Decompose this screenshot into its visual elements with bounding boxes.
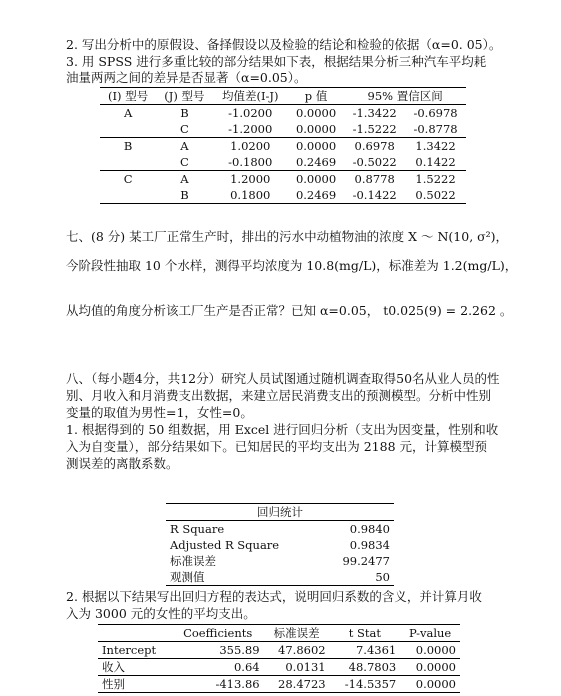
table-row xyxy=(98,642,460,659)
spss-multiple-comparison-table xyxy=(100,87,466,204)
header-standard-error: 标准误差 xyxy=(264,625,330,642)
row-label: Intercept xyxy=(98,642,172,659)
cell-i: A xyxy=(123,106,133,120)
cell-j: C xyxy=(156,121,212,138)
stat-value: 0.9840 xyxy=(349,522,390,536)
cell-p-value: 0.0000 xyxy=(400,659,460,676)
cell-j: B xyxy=(180,106,189,120)
stat-label: 标准误差 xyxy=(170,554,216,568)
table-row xyxy=(100,105,466,122)
cell-lower: -1.5222 xyxy=(344,121,405,138)
question-8-line-2: 别、月收入和月消费支出数据，来建立居民消费支出的预测模型。分析中性别 xyxy=(66,388,492,403)
header-t-stat: t Stat xyxy=(330,625,401,642)
cell-p: 0.2469 xyxy=(288,187,344,204)
cell-mean-diff: 1.0200 xyxy=(230,139,271,153)
question-8-1-line-2: 入为自变量），部分结果如下。已知居民的平均支出为 2188 元，计算模型预 xyxy=(66,439,488,454)
cell-j: B xyxy=(156,187,212,204)
cell-upper: 1.3422 xyxy=(415,139,456,153)
cell-lower: -1.3422 xyxy=(352,106,397,120)
cell-upper: 0.1422 xyxy=(405,154,466,171)
cell-p: 0.0000 xyxy=(288,121,344,138)
cell-coefficient: 0.64 xyxy=(172,659,264,676)
stat-value: 0.9834 xyxy=(349,538,390,552)
cell-lower: 0.8778 xyxy=(354,172,395,186)
cell-i: C xyxy=(123,172,133,186)
cell-mean-diff: -1.2000 xyxy=(213,121,288,138)
stat-value: 99.2477 xyxy=(342,554,390,568)
stat-label: R Square xyxy=(170,522,225,536)
cell-p: 0.0000 xyxy=(295,139,337,153)
cell-standard-error: 47.8602 xyxy=(264,642,330,659)
cell-lower: -0.1422 xyxy=(344,187,405,204)
cell-j: C xyxy=(156,154,212,171)
question-7-line-1: 七、(8 分) 某工厂正常生产时，排出的污水中动植物油的浓度 X ～ N(10, σ²)， xyxy=(66,229,509,244)
question-8-1-line-1: 1. 根据得到的 50 组数据，用 Excel 进行回归分析（支出为因变量，性别和收 xyxy=(66,422,499,437)
header-p-value: p 值 xyxy=(288,88,344,105)
question-8-1-line-3: 测误差的离散系数。 xyxy=(66,456,179,471)
cell-upper: -0.6978 xyxy=(413,106,458,120)
cell-mean-diff: 1.2000 xyxy=(230,172,271,186)
table-row xyxy=(98,659,460,676)
cell-i: B xyxy=(123,139,133,153)
cell-p: 0.2469 xyxy=(288,154,344,171)
stat-label: 观测值 xyxy=(166,569,321,586)
row-label: 性别 xyxy=(98,676,172,693)
header-confidence-interval: 95% 置信区间 xyxy=(344,88,466,105)
table-row xyxy=(100,154,466,171)
row-label: 收入 xyxy=(98,659,172,676)
question-8-2-line-2: 入为 3000 元的女性的平均支出。 xyxy=(66,606,256,621)
table-row xyxy=(100,138,466,155)
cell-t-stat: 7.4361 xyxy=(330,642,401,659)
header-mean-diff: 均值差(I-J) xyxy=(213,88,288,105)
table-row xyxy=(166,521,394,538)
header-p-value: P-value xyxy=(400,625,460,642)
header-j-model: (J) 型号 xyxy=(156,88,212,105)
cell-standard-error: 28.4723 xyxy=(264,676,330,693)
cell-mean-diff: -0.1800 xyxy=(213,154,288,171)
question-2-text: 2. 写出分析中的原假设、备择假设以及检验的结论和检验的依据（α=0. 05）。 xyxy=(66,37,502,52)
cell-mean-diff: 0.1800 xyxy=(213,187,288,204)
cell-upper: -0.8778 xyxy=(405,121,466,138)
cell-t-stat: 48.7803 xyxy=(330,659,401,676)
table-row xyxy=(166,537,394,553)
table-row xyxy=(166,553,394,569)
cell-upper: 1.5222 xyxy=(415,172,456,186)
header-i-model: (I) 型号 xyxy=(100,88,156,105)
coefficients-table xyxy=(98,624,460,693)
cell-coefficient: 355.89 xyxy=(172,642,264,659)
cell-p-value: 0.0000 xyxy=(400,642,460,659)
cell-p: 0.0000 xyxy=(295,106,337,120)
question-3-text-line-2: 油量两两之间的差异是否显著（α=0.05）。 xyxy=(66,70,307,85)
question-7-line-2: 今阶段性抽取 10 个水样，测得平均浓度为 10.8(mg/L)，标准差为 1.2(mg/L)， xyxy=(66,258,518,273)
cell-lower: 0.6978 xyxy=(354,139,395,153)
cell-j: A xyxy=(180,139,189,153)
table-row xyxy=(98,676,460,693)
cell-p-value: 0.0000 xyxy=(400,676,460,693)
cell-j: A xyxy=(180,172,189,186)
question-3-text-line-1: 3. 用 SPSS 进行多重比较的部分结果如下表，根据结果分析三种汽车平均耗 xyxy=(66,54,487,69)
header-coefficients: Coefficients xyxy=(172,625,264,642)
header-blank xyxy=(98,625,172,642)
cell-p: 0.0000 xyxy=(295,172,337,186)
cell-i xyxy=(100,187,156,204)
table-row xyxy=(100,187,466,204)
question-7-line-3: 从均值的角度分析该工厂生产是否正常？已知 α=0.05， t0.025(9) = 2.262 。 xyxy=(66,303,513,318)
question-8-line-1: 八、（每小题4分，共12分）研究人员试图通过随机调查取得50名从业人员的性 xyxy=(66,371,500,386)
cell-t-stat: -14.5357 xyxy=(330,676,401,693)
cell-lower: -0.5022 xyxy=(344,154,405,171)
table-row xyxy=(100,171,466,188)
cell-i xyxy=(100,121,156,138)
question-8-2-line-1: 2. 根据以下结果写出回归方程的表达式，说明回归系数的含义，并计算月收 xyxy=(66,589,482,604)
stat-label: Adjusted R Square xyxy=(170,538,280,552)
cell-mean-diff: -1.0200 xyxy=(228,106,273,120)
regression-statistics-table xyxy=(166,503,394,586)
stat-value: 50 xyxy=(321,569,394,586)
regression-statistics-title: 回归统计 xyxy=(166,504,394,521)
cell-upper: 0.5022 xyxy=(405,187,466,204)
question-8-line-3: 变量的取值为男性=1，女性=0。 xyxy=(66,405,253,420)
table-row xyxy=(166,569,394,586)
cell-i xyxy=(100,154,156,171)
table-row xyxy=(100,121,466,138)
cell-standard-error: 0.0131 xyxy=(264,659,330,676)
cell-coefficient: -413.86 xyxy=(172,676,264,693)
